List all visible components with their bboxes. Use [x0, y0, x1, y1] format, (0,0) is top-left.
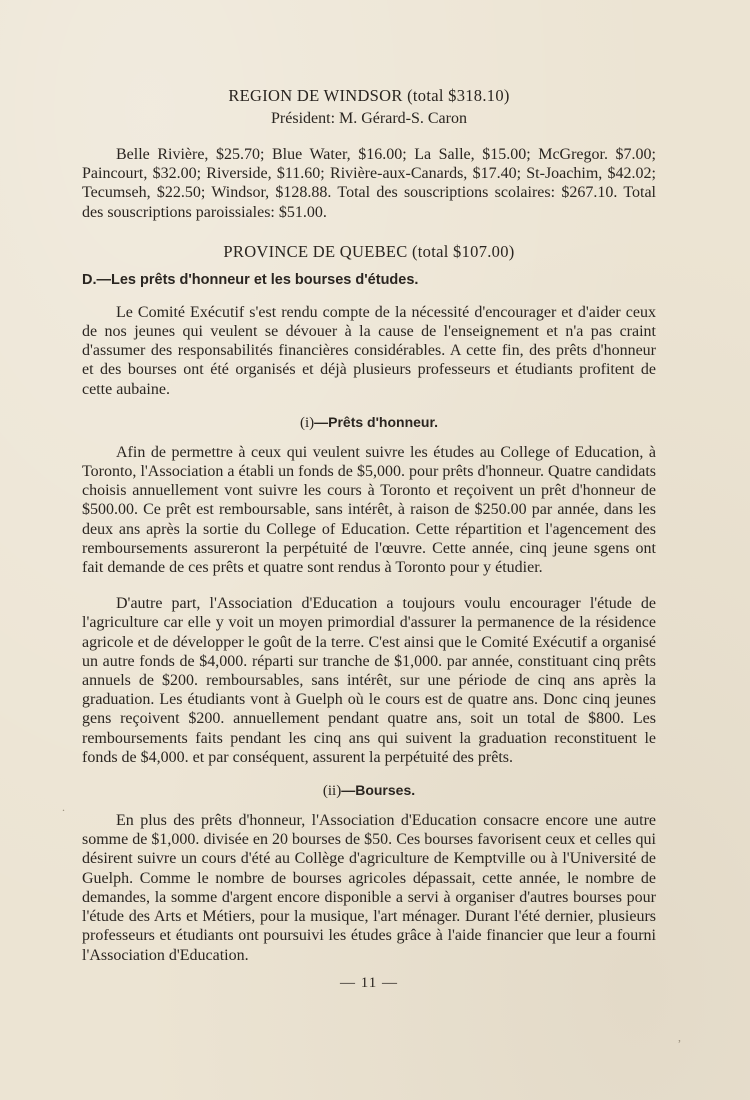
document-page — [82, 84, 656, 1007]
section-d-heading: D.—Les prêts d'honneur et les bourses d'études. — [82, 271, 419, 288]
region-donation-list — [82, 145, 656, 222]
region-president: Président: M. Gérard-S. Caron — [271, 110, 467, 127]
region-list-text: Belle Rivière, $25.70; Blue Water, $16.00; La Salle, $15.00; McGregor. $7.00; Paincourt, $32.00; Riverside, $11.60; Rivière-aux-Canards, $17.40; St-Joachim, $42.02; Tecumseh, $22.50; Windsor, $128.88. Total des souscriptions scolaires: $267.10. Total des souscriptions paroissiales: $51.00. — [82, 146, 656, 221]
subsection-ii-heading — [82, 780, 656, 801]
paper-speck: . — [62, 800, 65, 814]
subsection-i-paragraph-2: D'autre part, l'Association d'Education a toujours voulu encourager l'étude de l'agriculture car elle y voit un moyen primordial d'assurer la permanence de la résidence agricole et de développer le goût de la terre. C'est ainsi que le Comité Exécutif a organisé un autre fonds de $4,000. réparti sur tranche de $1,000. par année, constituant cinq prêts annuels de $200. remboursables, sans intérêt, sur une période de cinq ans après la graduation. Les étudiants vont à Guelph où le cours est de quatre ans. Donc cinq jeunes gens reçoivent $200. annuellement pendant quatre ans, soit un total de $800. Les remboursements faits pendant les cinq ans qui suivent la graduation reconstituent le fonds de $4,000. et par conséquent, assurent la perpétuité des prêts. — [82, 595, 656, 766]
paper-speck: , — [678, 1030, 681, 1044]
province-title: PROVINCE DE QUEBEC (total $107.00) — [223, 241, 515, 261]
subsection-ii-number: (ii) — [322, 783, 342, 800]
subsection-ii-title: —Bourses. — [341, 782, 416, 799]
subsection-ii-paragraph-1: En plus des prêts d'honneur, l'Association d'Education consacre encore une autre somme de $1,000. divisée en 20 bourses de $50. Ces bourses favorisent ceux et celles qui désirent suivre un cours d'été au Collège d'agriculture de Kemptville ou à l'Université de Guelph. Comme le nombre de bourses agricoles dépassait, cette année, le nombre de demandes, la somme d'argent encore disponible a servi à organiser d'autres bourses pour l'étude des Arts et Métiers, pour la musique, l'art ménager. Durant l'été dernier, plusieurs professeurs et étudiants ont poursuivi les études grâce à l'aide financier que leur a fourni l'Association d'Education. — [82, 812, 656, 964]
subsection-i-heading — [82, 412, 656, 433]
section-d-intro: Le Comité Exécutif s'est rendu compte de la nécessité d'encourager et d'aider ceux de nos jeunes qui veulent se dévouer à la cause de l'enseignement et n'a pas craint d'assumer des responsabilités financières considérables. A cette fin, des prêts d'honneur et des bourses ont été organisés et déjà plusieurs professeurs et étudiants profitent de cette aubaine. — [82, 303, 656, 398]
subsection-i-paragraph-1: Afin de permettre à ceux qui veulent suivre les études au College of Education, à Toronto, l'Association a établi un fonds de $5,000. pour prêts d'honneur. Quatre candidats choisis annuellement vont suivre les cours à Toronto et reçoivent un prêt d'honneur de $500.00. Ce prêt est remboursable, sans intérêt, à raison de $250.00 par année, dans les deux ans après la sortie du College of Education. Cette répartition et l'agencement des remboursements assureront la perpétuité de l'œuvre. Cette année, cinq jeune sgens ont fait demande de ces prêts et quatre sont rendus à Toronto pour y étudier. — [82, 443, 656, 577]
page-number: — 11 — — [340, 974, 398, 991]
subsection-i-title: —Prêts d'honneur. — [314, 413, 439, 430]
subsection-i-number: (i) — [299, 414, 315, 431]
region-title: REGION DE WINDSOR (total $318.10) — [228, 86, 510, 105]
